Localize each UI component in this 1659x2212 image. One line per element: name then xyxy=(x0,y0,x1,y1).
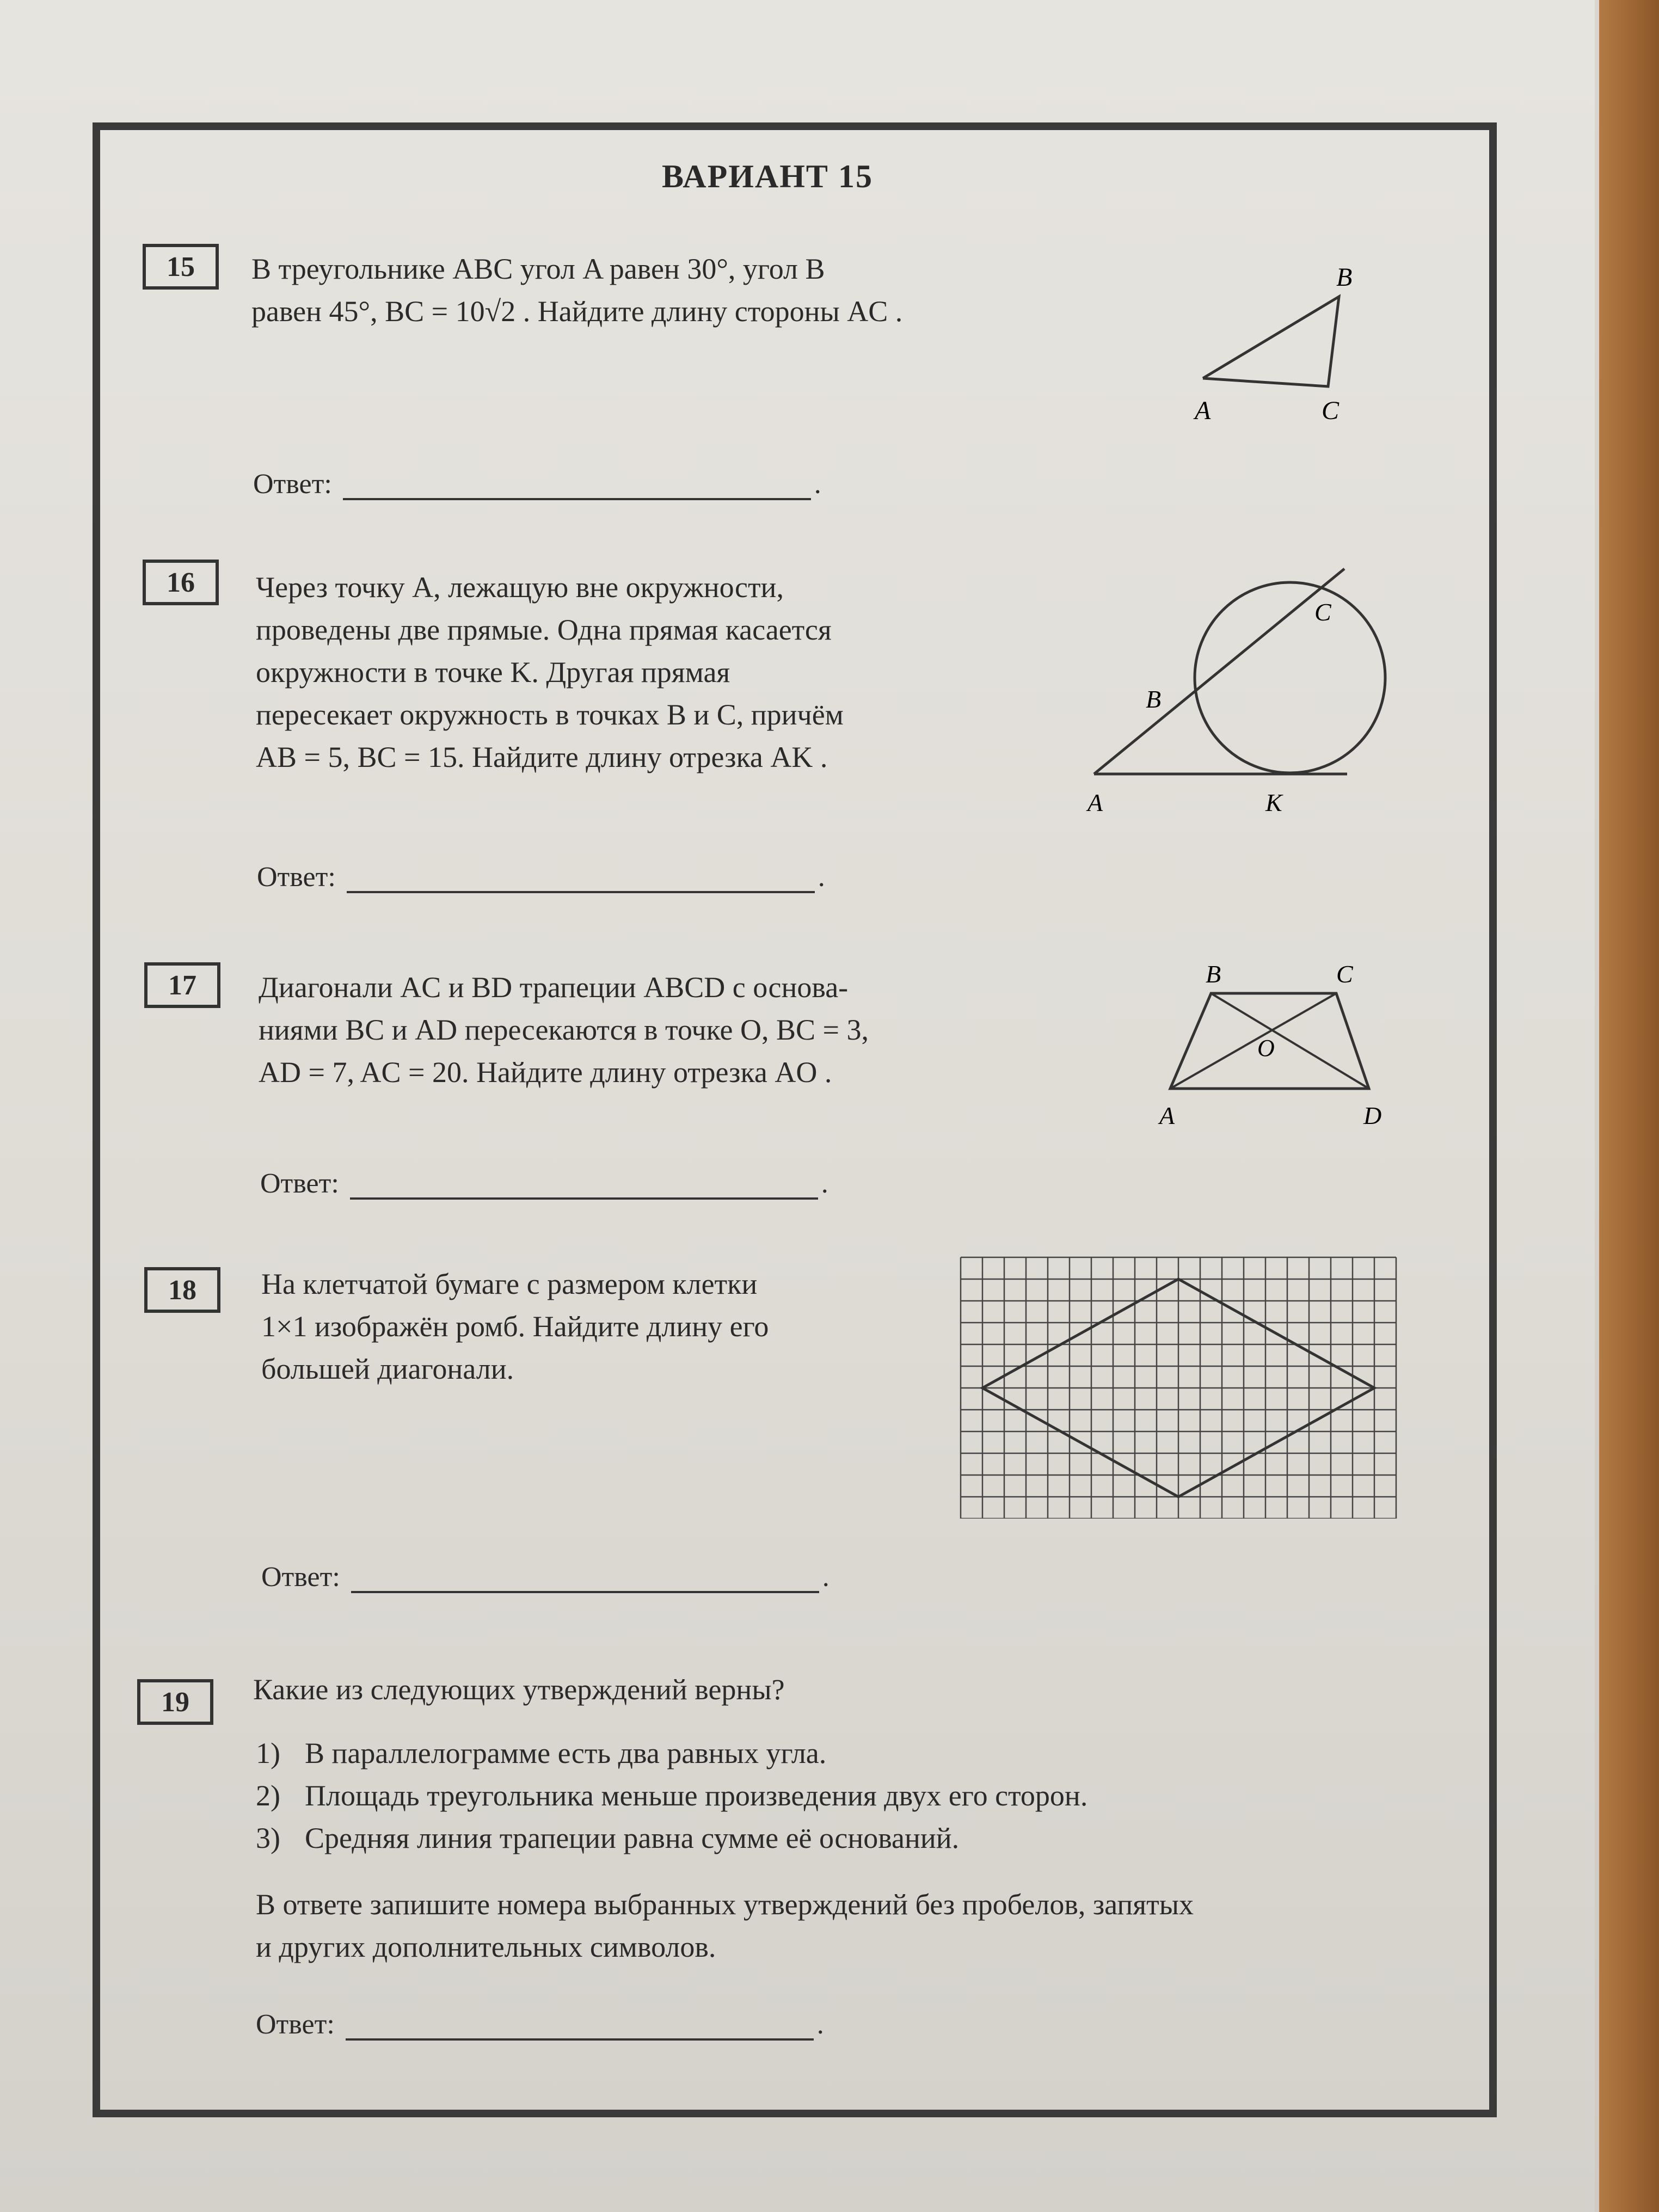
answer-line-17[interactable] xyxy=(350,1176,818,1200)
answer-line-19[interactable] xyxy=(346,2017,814,2041)
task-18-line-2: 1×1 изображён ромб. Найдите длину его xyxy=(261,1310,769,1343)
task-number-16: 16 xyxy=(143,560,219,605)
instruction-line-2: и других дополнительных символов. xyxy=(256,1931,716,1963)
point-o-label: O xyxy=(1257,1035,1275,1061)
task-number-18: 18 xyxy=(144,1267,220,1313)
answer-line-15[interactable] xyxy=(343,476,811,500)
answer-dot: . xyxy=(816,2009,824,2040)
desk-surface xyxy=(1599,0,1659,2212)
vertex-c-label: C xyxy=(1322,396,1340,425)
task-15-text xyxy=(251,248,1041,333)
task-16-text xyxy=(256,566,980,778)
task-17-line-3: AD = 7, AC = 20. Найдите длину отрезка AO . xyxy=(259,1056,832,1089)
task-16-line-5: AB = 5, BC = 15. Найдите длину отрезка AK . xyxy=(256,741,828,773)
answer-label: Ответ: xyxy=(257,862,336,893)
answer-label: Ответ: xyxy=(260,1168,339,1199)
statement-text: В параллелограмме есть два равных угла. xyxy=(305,1737,827,1769)
answer-label: Ответ: xyxy=(253,469,332,500)
task-18-answer xyxy=(261,1561,830,1593)
variant-title: ВАРИАНТ 15 xyxy=(662,158,873,194)
task-17-trapezoid-figure xyxy=(1148,955,1410,1135)
vertex-c-label: C xyxy=(1336,960,1353,988)
answer-dot: . xyxy=(818,862,825,893)
answer-dot: . xyxy=(822,1562,830,1593)
task-17-line-1: Диагонали AC и BD трапеции ABCD с основа- xyxy=(259,971,849,1004)
statement-number: 3) xyxy=(256,1822,280,1854)
vertex-b-label: B xyxy=(1336,263,1353,292)
vertex-a-label: A xyxy=(1159,1102,1175,1129)
answer-line-18[interactable] xyxy=(351,1569,819,1593)
vertex-d-label: D xyxy=(1363,1102,1382,1129)
answer-dot: . xyxy=(814,469,821,500)
task-number-15: 15 xyxy=(143,244,219,290)
statement-2 xyxy=(256,1779,1087,1812)
task-17-line-2: ниями BC и AD пересекаются в точке O, BC = 3, xyxy=(259,1013,869,1046)
task-15-answer xyxy=(253,468,821,500)
task-18-line-3: большей диагонали. xyxy=(261,1353,514,1385)
task-18-grid-rhombus-figure xyxy=(958,1255,1399,1519)
task-16-line-4: пересекает окружность в точках B и C, причём xyxy=(256,698,844,731)
instruction-line-1: В ответе запишите номера выбранных утверждений без пробелов, запятых xyxy=(256,1888,1194,1921)
task-15-line-1: В треугольнике ABC угол A равен 30°, угол B xyxy=(251,253,825,285)
task-15-triangle-figure xyxy=(1170,261,1399,425)
task-15-line-2: равен 45°, BC = 10√2 . Найдите длину стороны AC . xyxy=(251,295,903,328)
answer-label: Ответ: xyxy=(261,1562,340,1593)
point-k-label: K xyxy=(1265,789,1282,816)
task-16-line-3: окружности в точке K. Другая прямая xyxy=(256,656,730,689)
task-number-17: 17 xyxy=(144,962,220,1008)
vertex-a-label: A xyxy=(1195,396,1211,425)
task-16-line-2: проведены две прямые. Одна прямая касается xyxy=(256,613,832,646)
grid-lines xyxy=(961,1257,1396,1519)
statement-1 xyxy=(256,1736,826,1770)
answer-dot: . xyxy=(821,1168,828,1199)
task-19-answer xyxy=(256,2008,824,2041)
task-19-instruction xyxy=(256,1883,1426,1968)
point-a-label: A xyxy=(1087,789,1103,816)
answer-line-16[interactable] xyxy=(347,869,815,893)
task-18-text xyxy=(261,1263,928,1390)
task-17-answer xyxy=(260,1168,828,1200)
task-16-circle-figure xyxy=(1078,561,1415,822)
vertex-b-label: B xyxy=(1206,960,1221,988)
answer-label: Ответ: xyxy=(256,2009,335,2040)
statement-number: 1) xyxy=(256,1737,280,1769)
statement-number: 2) xyxy=(256,1779,280,1812)
point-c-label: C xyxy=(1314,598,1331,626)
task-number-19: 19 xyxy=(137,1679,213,1725)
task-18-line-1: На клетчатой бумаге с размером клетки xyxy=(261,1268,758,1300)
task-19-question: Какие из следующих утверждений верны? xyxy=(253,1673,785,1706)
point-b-label: B xyxy=(1146,685,1162,713)
task-16-answer xyxy=(257,861,825,893)
task-16-line-1: Через точку A, лежащую вне окружности, xyxy=(256,571,784,604)
statement-text: Средняя линия трапеции равна сумме её оснований. xyxy=(305,1822,960,1854)
task-17-text xyxy=(259,966,1059,1093)
statement-text: Площадь треугольника меньше произведения двух его сторон. xyxy=(305,1779,1088,1812)
statement-3 xyxy=(256,1821,959,1855)
